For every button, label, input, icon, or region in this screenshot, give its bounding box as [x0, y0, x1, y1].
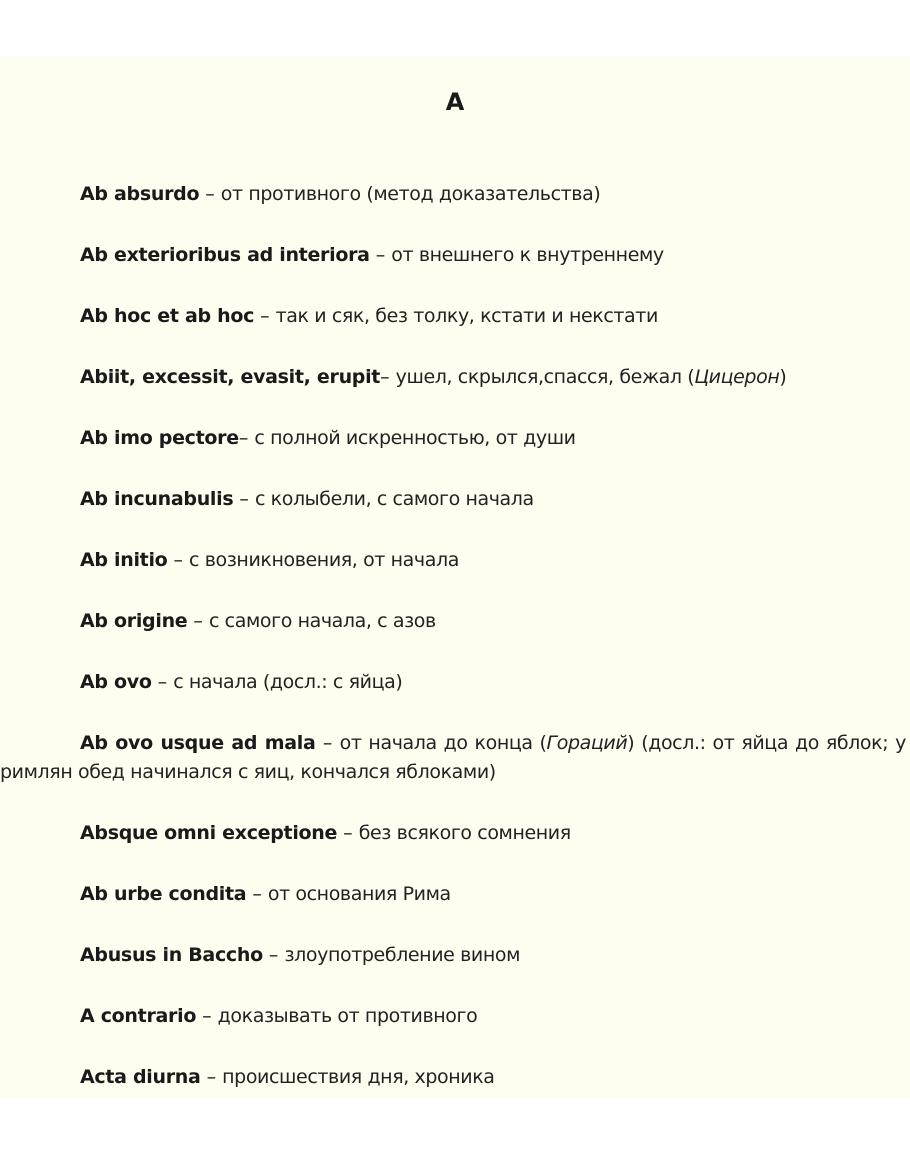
translation: от основания Рима [267, 883, 451, 905]
dash-separator: – [369, 244, 392, 266]
translation: ушел, скрылся,спасся, бежал ( [395, 366, 695, 388]
latin-term: Absque omni exceptione [80, 822, 338, 844]
list-item [0, 424, 906, 453]
list-item [0, 1002, 906, 1031]
phrase-list [0, 180, 906, 1092]
list-item [0, 546, 906, 575]
latin-term: Ab imo pectore [80, 427, 239, 449]
translation: доказывать от противного [217, 1005, 478, 1027]
dash-separator: – [151, 671, 174, 693]
translation: так и сяк, без толку, кстати и некстати [275, 305, 658, 327]
translation: от внешнего к внутреннему [391, 244, 664, 266]
translation: происшествия дня, хроника [222, 1066, 495, 1088]
dash-separator: – [315, 732, 340, 754]
dash-separator: – [187, 610, 209, 632]
dash-separator: – [196, 1005, 218, 1027]
list-item [0, 180, 906, 209]
translation: от начала до конца ( [339, 732, 547, 754]
latin-term: Ab urbe condita [80, 883, 247, 905]
translation: злоупотребление вином [284, 944, 521, 966]
translation-tail: ) [779, 366, 787, 388]
latin-term: Ab incunabulis [80, 488, 234, 510]
latin-term: Ab hoc et ab hoc [80, 305, 255, 327]
author-note: Цицерон [694, 366, 780, 388]
section-letter-heading: A [445, 88, 465, 116]
latin-term: A contrario [80, 1005, 197, 1027]
dash-separator: – [262, 944, 285, 966]
latin-term: Acta diurna [80, 1066, 201, 1088]
translation: без всякого сомнения [358, 822, 571, 844]
translation: с полной искренностью, от души [254, 427, 576, 449]
translation: от противного (метод доказательства) [220, 183, 601, 205]
list-item [0, 1063, 906, 1092]
latin-term: Ab origine [80, 610, 188, 632]
document-page [0, 56, 910, 1098]
latin-term: Ab ovo [80, 671, 152, 693]
dash-separator: – [167, 549, 190, 571]
dash-separator: – [380, 366, 396, 388]
list-item [0, 941, 906, 970]
list-item [0, 668, 906, 697]
list-item [0, 241, 906, 270]
list-item [0, 880, 906, 909]
translation: с начала (досл.: с яйца) [173, 671, 403, 693]
dash-separator: – [246, 883, 268, 905]
translation: с возникновения, от начала [189, 549, 459, 571]
author-note: Гораций [546, 732, 628, 754]
translation-tail: ) (досл.: от яйца до яблок; у римлян обед начинался с яиц, кончался яблоками) [0, 732, 906, 783]
list-item [0, 485, 906, 514]
list-item [0, 729, 906, 787]
dash-separator: – [254, 305, 276, 327]
dash-separator: – [200, 1066, 223, 1088]
list-item [0, 363, 906, 392]
latin-term: Ab exterioribus ad interiora [80, 244, 370, 266]
latin-term: Abusus in Baccho [80, 944, 263, 966]
dash-separator: – [199, 183, 221, 205]
dash-separator: – [337, 822, 359, 844]
latin-term: Ab absurdo [80, 183, 200, 205]
latin-term: Ab initio [80, 549, 168, 571]
list-item [0, 607, 906, 636]
list-item [0, 302, 906, 331]
list-item [0, 819, 906, 848]
translation: с самого начала, с азов [208, 610, 436, 632]
dash-separator: – [238, 427, 255, 449]
translation: с колыбели, с самого начала [254, 488, 534, 510]
latin-term: Ab ovo usque ad mala [80, 732, 316, 754]
dash-separator: – [233, 488, 255, 510]
latin-term: Abiit, excessit, evasit, erupit [80, 366, 381, 388]
